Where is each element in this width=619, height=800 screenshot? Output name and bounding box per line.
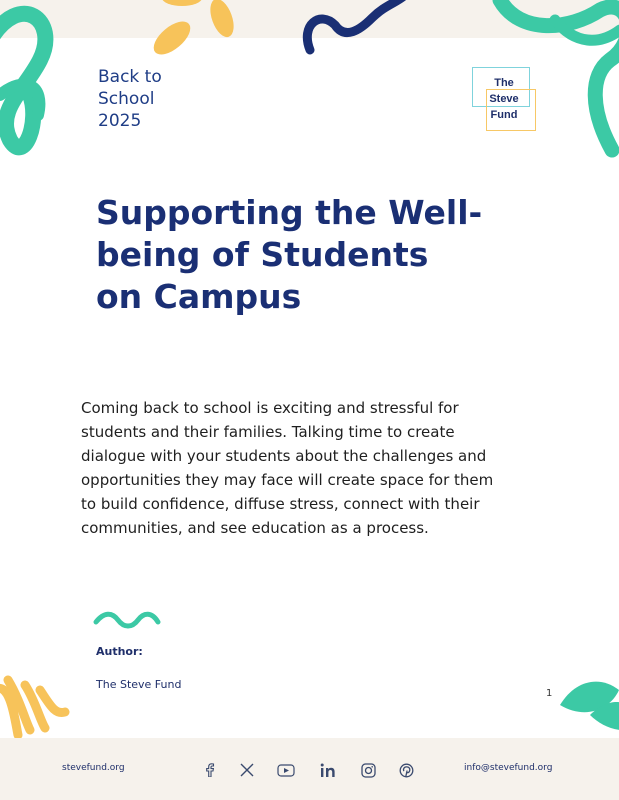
linkedin-icon[interactable] bbox=[318, 760, 338, 780]
logo-text-line: Steve bbox=[489, 93, 519, 105]
intro-line: to build confidence, diffuse stress, connect with their bbox=[81, 495, 480, 513]
title-line: on Campus bbox=[96, 277, 302, 316]
yellow-petal-2 bbox=[206, 0, 238, 40]
pinterest-icon[interactable] bbox=[396, 760, 416, 780]
navy-squiggle-top bbox=[307, 0, 405, 50]
title-line: being of Students bbox=[96, 235, 429, 274]
logo-text-line: Fund bbox=[490, 109, 518, 121]
logo-text-line: The bbox=[494, 77, 514, 89]
kicker-line: Back to bbox=[98, 67, 162, 87]
intro-line: communities, and see education as a process. bbox=[81, 519, 429, 537]
footer bbox=[0, 738, 619, 800]
intro-paragraph bbox=[81, 396, 541, 540]
intro-line: students and their families. Talking time to create bbox=[81, 423, 455, 441]
kicker-heading bbox=[98, 66, 162, 132]
yellow-petal-1 bbox=[148, 15, 196, 60]
steve-fund-logo bbox=[472, 67, 536, 131]
x-icon[interactable] bbox=[237, 760, 257, 780]
yellow-petal-3 bbox=[162, 0, 202, 6]
author-name: The Steve Fund bbox=[96, 678, 182, 691]
intro-line: opportunities they may face will create space for them bbox=[81, 471, 494, 489]
page-title bbox=[96, 192, 516, 318]
kicker-line: 2025 bbox=[98, 111, 142, 131]
page-number: 1 bbox=[546, 688, 553, 699]
intro-line: dialogue with your students about the challenges and bbox=[81, 447, 487, 465]
author-label: Author: bbox=[96, 645, 143, 658]
facebook-icon[interactable] bbox=[200, 760, 220, 780]
youtube-icon[interactable] bbox=[276, 760, 296, 780]
intro-line: Coming back to school is exciting and stressful for bbox=[81, 399, 459, 417]
yellow-scribble-bottom-left bbox=[0, 680, 65, 735]
teal-wave-divider bbox=[96, 614, 158, 626]
kicker-line: School bbox=[98, 89, 155, 109]
instagram-icon[interactable] bbox=[358, 760, 378, 780]
website-link[interactable]: stevefund.org bbox=[62, 763, 125, 773]
title-line: Supporting the Well- bbox=[96, 193, 483, 232]
email-link[interactable]: info@stevefund.org bbox=[464, 763, 553, 773]
